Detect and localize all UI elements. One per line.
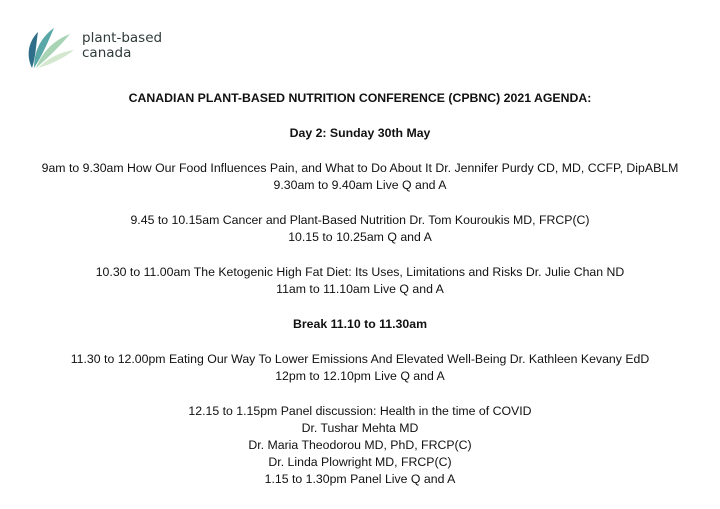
session-3-talk: 10.30 to 11.00am The Ketogenic High Fat Diet: Its Uses, Limitations and Risks Dr. Julie Chan ND	[95, 265, 625, 279]
panelist-1: Dr. Tushar Mehta MD	[301, 421, 419, 435]
panelist-2: Dr. Maria Theodorou MD, PhD, FRCP(C)	[248, 438, 472, 452]
agenda-title: CANADIAN PLANT-BASED NUTRITION CONFERENCE (CPBNC) 2021 AGENDA:	[128, 91, 592, 105]
session-4	[0, 351, 720, 385]
panel-session	[0, 403, 720, 488]
break-line: Break 11.10 to 11.30am	[293, 317, 427, 331]
session-3	[0, 264, 720, 298]
agenda	[0, 90, 720, 488]
panel-qa: 1.15 to 1.30pm Panel Live Q and A	[264, 472, 456, 486]
session-4-qa: 12pm to 12.10pm Live Q and A	[275, 369, 445, 383]
brand-name-line2: canada	[82, 45, 132, 61]
panelist-3: Dr. Linda Plowright MD, FRCP(C)	[268, 455, 452, 469]
session-2-talk: 9.45 to 10.15am Cancer and Plant-Based Nutrition Dr. Tom Kouroukis MD, FRCP(C)	[130, 213, 590, 227]
brand-name-line1: plant-based	[82, 30, 163, 46]
agenda-day: Day 2: Sunday 30th May	[289, 126, 431, 140]
leaf-logo-icon	[24, 22, 76, 70]
session-2-qa: 10.15 to 10.25am Q and A	[288, 230, 432, 244]
session-1-qa: 9.30am to 9.40am Live Q and A	[273, 178, 447, 192]
panel-talk: 12.15 to 1.15pm Panel discussion: Health in the time of COVID	[188, 404, 532, 418]
session-1	[0, 160, 720, 194]
session-2	[0, 212, 720, 246]
brand-logo	[24, 22, 162, 70]
session-1-talk: 9am to 9.30am How Our Food Influences Pain, and What to Do About It Dr. Jennifer Purdy CD, MD, CCFP, DipABLM	[41, 161, 679, 175]
brand-name	[82, 31, 162, 61]
session-4-talk: 11.30 to 12.00pm Eating Our Way To Lower Emissions And Elevated Well-Being Dr. Kathleen Kevany EdD	[70, 352, 650, 366]
session-3-qa: 11am to 11.10am Live Q and A	[276, 282, 444, 296]
